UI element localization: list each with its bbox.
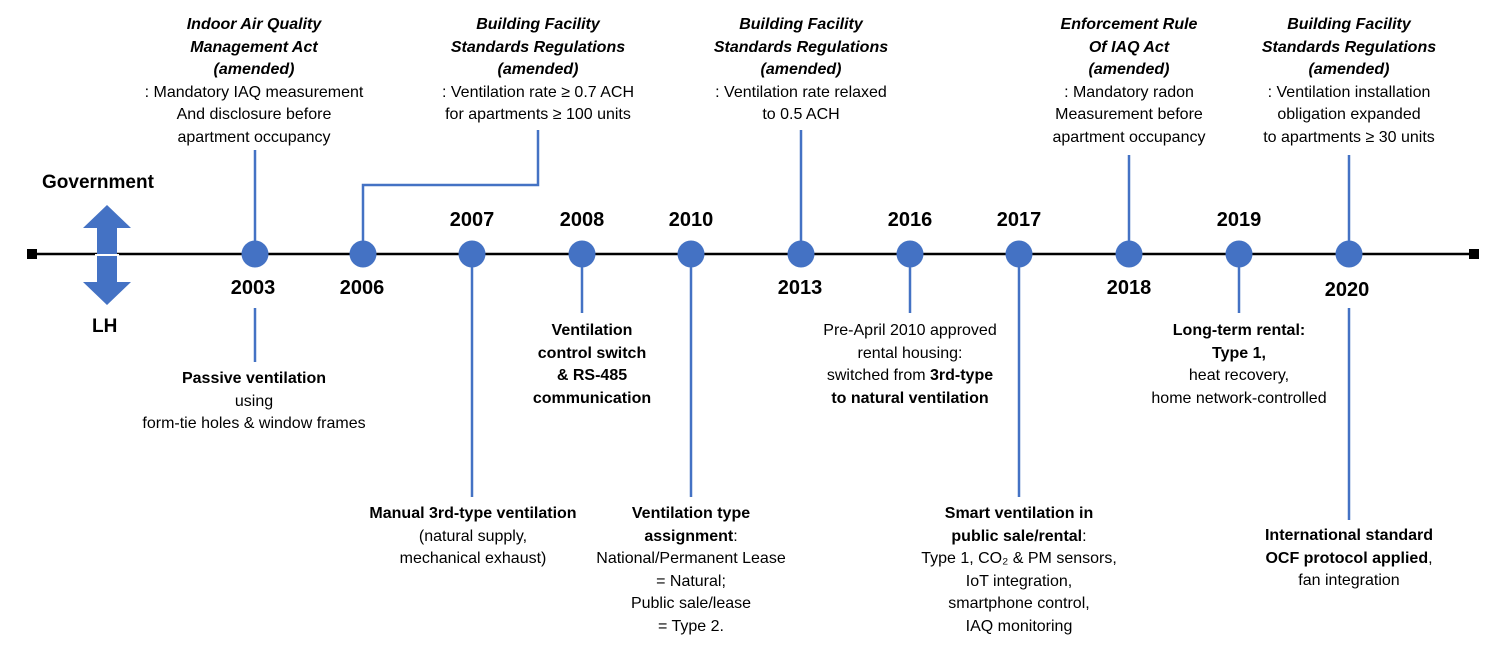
lh-event-title: Passive ventilation	[181, 370, 327, 387]
lh-event-text: National/Permanent Lease	[596, 550, 786, 567]
gov-event-2006	[413, 14, 663, 127]
milestone-dot-2016	[897, 241, 924, 268]
lh-event-text: using	[234, 392, 274, 410]
year-label-2013: 2013	[777, 277, 823, 299]
lh-event-title: Manual 3rd-type ventilation	[369, 505, 577, 522]
lh-event-2019	[1124, 320, 1354, 410]
axis-end-cap	[1469, 249, 1479, 259]
lh-event-text: heat recovery,	[1188, 367, 1290, 384]
lh-event-emphasis: OCF protocol applied	[1265, 549, 1429, 567]
milestone-dot-2017	[1006, 241, 1033, 268]
year-label-2018: 2018	[1106, 277, 1152, 299]
year-label-2019: 2019	[1216, 209, 1262, 231]
lh-event-text	[1234, 548, 1464, 571]
lh-event-text	[576, 526, 806, 549]
gov-event-2018	[1004, 14, 1254, 149]
gov-event-text: Measurement before	[1055, 106, 1203, 123]
gov-event-text: : Ventilation installation	[1267, 83, 1431, 101]
gov-event-text: apartment occupancy	[177, 128, 331, 146]
gov-event-text: for apartments ≥ 100 units	[445, 106, 631, 123]
gov-event-title: (amended)	[1088, 61, 1170, 78]
lh-event-emphasis: to natural ventilation	[831, 389, 989, 407]
gov-event-title: Management Act	[190, 38, 318, 56]
lh-event-emphasis: 3rd-type	[930, 367, 994, 384]
gov-event-2020	[1224, 14, 1474, 149]
lh-event-2010	[576, 503, 806, 638]
milestone-dot-2019	[1226, 241, 1253, 268]
year-label-2006: 2006	[339, 277, 385, 299]
milestone-dot-2020	[1336, 241, 1363, 268]
year-label-2008: 2008	[559, 209, 605, 231]
milestone-dot-2008	[569, 241, 596, 268]
gov-event-text: to apartments ≥ 30 units	[1263, 128, 1435, 146]
year-label-2010: 2010	[668, 209, 714, 231]
lh-event-2003	[114, 368, 394, 436]
lh-event-text: IAQ monitoring	[965, 617, 1073, 635]
milestone-dot-2010	[678, 241, 705, 268]
gov-event-text: to 0.5 ACH	[762, 106, 840, 123]
gov-event-text: And disclosure before	[176, 106, 332, 123]
lh-event-text: IoT integration,	[965, 572, 1073, 590]
lh-event-title: & RS-485	[556, 367, 628, 384]
gov-event-title: Of IAQ Act	[1088, 38, 1170, 56]
lh-event-text: rental housing:	[857, 344, 963, 362]
lh-event-punct: ,	[1428, 549, 1433, 567]
lh-event-text: fan integration	[1298, 572, 1400, 589]
gov-event-text: : Mandatory IAQ measurement	[144, 83, 364, 101]
gov-event-text: : Mandatory radon	[1064, 83, 1194, 101]
lh-event-title: communication	[532, 389, 652, 407]
gov-event-text: obligation expanded	[1277, 106, 1421, 123]
milestone-dot-2006	[350, 241, 377, 268]
gov-event-title: Standards Regulations	[713, 38, 889, 56]
milestone-dot-2003	[242, 241, 269, 268]
lh-event-text: home network-controlled	[1151, 389, 1327, 407]
lh-event-title: Smart ventilation in	[944, 505, 1094, 522]
lh-event-text	[894, 526, 1144, 549]
lh-event-text: smartphone control,	[948, 595, 1090, 612]
lh-event-text: Public sale/lease	[630, 595, 752, 612]
lh-event-text: Pre-April 2010 approved	[823, 322, 997, 339]
lh-event-2007	[348, 503, 598, 571]
government-label: Government	[42, 172, 154, 193]
gov-event-title: (amended)	[760, 61, 842, 78]
lh-event-text: (natural supply,	[418, 527, 528, 545]
gov-event-title: Building Facility	[739, 16, 863, 33]
lh-event-2017	[894, 503, 1144, 638]
lh-event-text: mechanical exhaust)	[399, 550, 547, 567]
lh-event-plain: switched from	[826, 367, 930, 384]
gov-event-title: Standards Regulations	[450, 38, 626, 56]
lh-event-emphasis: public sale/rental	[951, 527, 1083, 545]
lh-event-text	[795, 365, 1025, 388]
lh-event-text: = Type 2.	[658, 617, 724, 635]
lh-event-2016	[795, 320, 1025, 410]
milestone-dot-2018	[1116, 241, 1143, 268]
lh-event-title: control switch	[537, 344, 647, 362]
year-label-2007: 2007	[449, 209, 495, 231]
gov-event-2013	[676, 14, 926, 127]
lh-event-2008	[502, 320, 682, 410]
milestone-dot-2007	[459, 241, 486, 268]
gov-event-title: Indoor Air Quality	[186, 16, 322, 33]
gov-event-title: Building Facility	[476, 16, 600, 33]
year-label-2016: 2016	[887, 209, 933, 231]
gov-event-title: (amended)	[497, 61, 579, 78]
gov-event-text: : Ventilation rate relaxed	[715, 83, 887, 101]
gov-event-title: Building Facility	[1287, 16, 1411, 33]
lh-event-punct: :	[733, 527, 738, 545]
gov-event-text: : Ventilation rate ≥ 0.7 ACH	[442, 83, 634, 101]
lh-event-2020	[1234, 525, 1464, 593]
lh-label: LH	[92, 316, 118, 337]
gov-event-2003	[129, 14, 379, 149]
gov-event-title: Enforcement Rule	[1060, 16, 1198, 33]
year-label-2017: 2017	[996, 209, 1042, 231]
lh-event-title: Ventilation	[551, 322, 633, 339]
axis-start-cap	[27, 249, 37, 259]
lh-event-text: = Natural;	[656, 572, 726, 590]
gov-event-title: (amended)	[213, 61, 295, 78]
gov-event-title: Standards Regulations	[1261, 38, 1437, 56]
year-label-2020: 2020	[1324, 279, 1370, 301]
lh-event-title: Ventilation type	[631, 505, 751, 522]
lh-event-emphasis: assignment	[644, 527, 734, 545]
lh-event-text: Type 1, CO₂ & PM sensors,	[921, 550, 1117, 567]
lh-event-title: Long-term rental:	[1172, 322, 1306, 339]
gov-event-text: apartment occupancy	[1052, 128, 1206, 146]
lh-event-punct: :	[1082, 527, 1087, 545]
gov-event-title: (amended)	[1308, 61, 1390, 78]
milestone-dot-2013	[788, 241, 815, 268]
lh-event-title: International standard	[1264, 527, 1434, 544]
lh-event-title: Type 1,	[1212, 344, 1266, 362]
lh-event-text: form-tie holes & window frames	[142, 415, 366, 432]
year-label-2003: 2003	[230, 277, 276, 299]
